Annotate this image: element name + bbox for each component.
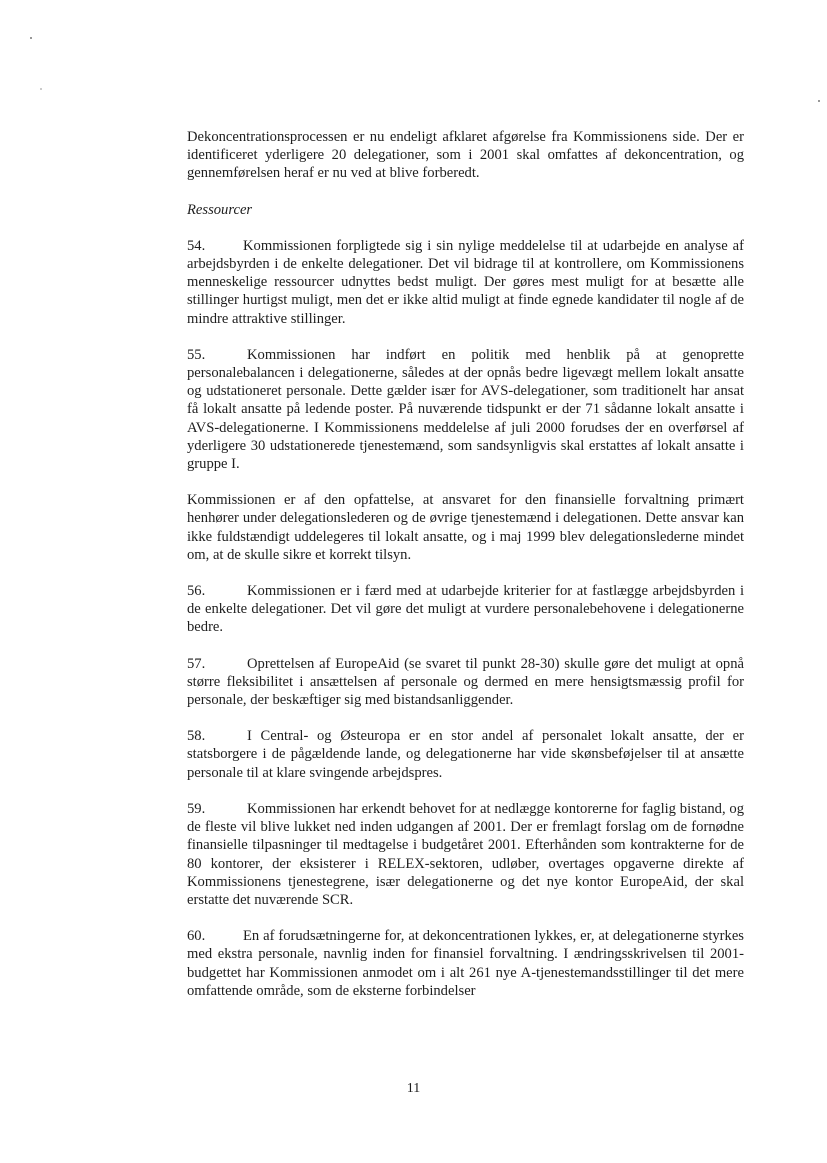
paragraph-58 [187, 727, 744, 782]
paragraph-text: En af forudsætningerne for, at dekoncentrationen lykkes, er, at delegationerne styrkes med ekstra personale, navnlig inden for finansiel forvaltning. I ændringsskrivelsen til 2001-budgettet har Kommissionen anmodet om i alt 261 nye A-tjenestemandsstillinger til det mere omfattende område, som de eksterne forbindelser [187, 928, 744, 999]
scan-speck [818, 100, 820, 102]
scan-speck [30, 37, 32, 39]
paragraph-text: I Central- og Østeuropa er en stor andel af personalet lokalt ansatte, der er statsborgere i de pågældende lande, og delegationerne har vide skønsbeføjelser til at ansætte personale til at klare svingende arbejdspres. [187, 728, 744, 781]
paragraph-number: 57. [187, 655, 206, 672]
paragraph-number: 60. [187, 928, 206, 945]
paragraph-text: Oprettelsen af EuropeAid (se svaret til punkt 28-30) skulle gøre det muligt at opnå større fleksibilitet i ansættelsen af personale og dermed en mere hensigtsmæssig profil for personale, der beskæftiger sig med bistandsanliggender. [187, 655, 744, 709]
paragraph-59 [187, 800, 744, 909]
paragraph-number: 55. [187, 346, 206, 363]
paragraph-number: 59. [187, 800, 206, 817]
paragraph-number: 58. [187, 728, 206, 745]
paragraph-60 [187, 927, 744, 1000]
paragraph-54 [187, 237, 744, 328]
paragraph-text: Kommissionen er i færd med at udarbejde kriterier for at fastlægge arbejdsbyrden i de enkelte delegationer. Det vil gøre det muligt at vurdere personalebehovene i delegationerne bedre. [187, 583, 744, 636]
paragraph-57 [187, 655, 744, 710]
document-body [187, 128, 744, 1018]
paragraph-55-continued: Kommissionen er af den opfattelse, at ansvaret for den finansielle forvaltning primært henhører under delegationslederen og de øvrige tjenestemænd i delegationen. Dette ansvar kan ikke fuldstændigt uddelegeres til lokalt ansatte, og i maj 1999 blev delegationslederne mindet om, at de skulle sikre et korrekt tilsyn. [187, 492, 744, 563]
paragraph-text: Kommissionen har erkendt behovet for at nedlægge kontorerne for faglig bistand, og de fleste vil blive lukket ned inden udgangen af 2001. Der er fremlagt forslag om de fornødne finansielle tilpasninger til medtagelse i budgetåret 2001. Efterhånden som kontrakterne for de 80 kontorer, der eksisterer i RELEX-sektoren, udløber, overtages opgaverne direkte af Kommissionens tjenestegrene, især delegationerne og det nye kontor EuropeAid, der skal erstatte det nuværende SCR. [187, 800, 744, 908]
paragraph-text: Kommissionen har indført en politik med henblik på at genoprette personalebalancen i delegationerne, således at der opnås bedre ligevægt mellem lokalt ansatte og udstationeret personale. Dette gælder især for AVS-delegationer, som traditionelt har ansat få lokalt ansatte på ledende poster. På nuværende tidspunkt er der 71 sådanne lokalt ansatte i AVS-delegationerne. I Kommissionens meddelelse af juli 2000 forudses der en overførsel af yderligere 30 udstationerede tjenestemænd, som sandsynligvis skal erstattes af lokalt ansatte i gruppe I. [187, 346, 744, 473]
section-heading: Ressourcer [187, 201, 253, 218]
paragraph-number: 54. [187, 237, 206, 254]
page-number: 11 [406, 1081, 421, 1096]
scan-speck [40, 88, 42, 90]
intro-paragraph: Dekoncentrationsprocessen er nu endeligt afklaret afgørelse fra Kommissionens side. Der er identificeret yderligere 20 delegationer, som i 2001 skal omfattes af dekoncentration, og gennemførelsen heraf er nu ved at blive forberedt. [187, 129, 744, 182]
paragraph-55 [187, 346, 744, 473]
paragraph-number: 56. [187, 583, 206, 600]
paragraph-text: Kommissionen forpligtede sig i sin nylige meddelelse til at udarbejde en analyse af arbejdsbyrden i de enkelte delegationer. Det vil bidrage til at kontrollere, om Kommissionens menneskelige ressourcer udnyttes bedst muligt. Der gøres mest muligt for at besætte alle stillinger hurtigst muligt, men det er ikke altid muligt at finde egnede kandidater til nogle af de mindre attraktive stillinger. [187, 237, 744, 327]
paragraph-56 [187, 582, 744, 637]
